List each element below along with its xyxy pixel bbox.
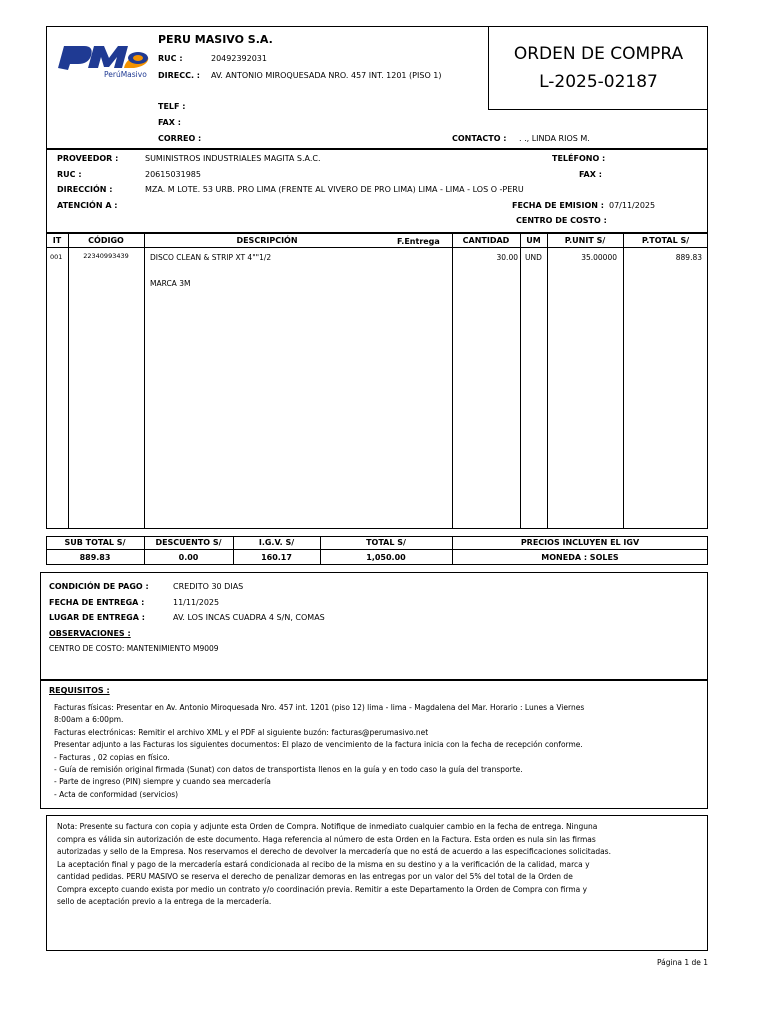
nota-line: sello de aceptación previo a la entrega de la mercadería. — [57, 897, 272, 906]
requisitos-label: REQUISITOS : — [49, 686, 110, 695]
entrega-value: 11/11/2025 — [173, 598, 220, 607]
company-direcc-label: DIRECC. : — [158, 71, 201, 80]
order-box-bottom — [488, 109, 708, 110]
requisito-line: - Facturas , 02 copias en físico. — [54, 752, 170, 762]
row-cantidad: 30.00 — [496, 253, 518, 262]
observaciones-label: OBSERVACIONES : — [49, 629, 131, 638]
order-number: L-2025-02187 — [539, 72, 658, 92]
col-divider-um — [547, 233, 548, 529]
company-telf-label: TELF : — [158, 102, 186, 111]
supplier-fax-label: FAX : — [579, 170, 602, 179]
header-fentrega: F.Entrega — [397, 237, 440, 246]
subtotal-value: 889.83 — [79, 553, 111, 562]
company-direcc: AV. ANTONIO MIROQUESADA NRO. 457 INT. 1201 (PISO 1) — [211, 71, 442, 80]
supplier-ruc: 20615031985 — [145, 170, 201, 179]
nota-line: cantidad pedidas. PERU MASIVO se reserva el derecho de penalizar demoras en las entregas por un valor del 5% del total de la Orden de — [57, 872, 573, 881]
nota-text — [57, 821, 702, 909]
header-punit: P.UNIT S/ — [564, 236, 606, 245]
total-value: 1,050.00 — [366, 553, 406, 562]
requisito-line: - Acta de conformidad (servicios) — [54, 789, 179, 799]
supplier-proveedor-label: PROVEEDOR : — [57, 154, 119, 163]
order-title: ORDEN DE COMPRA — [513, 44, 684, 64]
supplier-fecha-emision: 07/11/2025 — [609, 201, 656, 210]
nota-line: La aceptación final y pago de la mercadería estará condicionada al recibo de la misma en su destino y a la verificación de la calidad, marca y — [57, 859, 590, 869]
company-logo — [54, 38, 152, 82]
header-it: IT — [52, 236, 62, 245]
lugar-value: AV. LOS INCAS CUADRA 4 S/N, COMAS — [173, 613, 325, 622]
items-table — [46, 233, 708, 529]
requisitos-list — [54, 702, 704, 801]
nota-line: Compra excepto cuando exista por medio un contrato y/o coordinación previa. Remitir a este Departamento la Orden de Compra con firma y — [57, 884, 588, 894]
logo-subtext: PerúMasivo — [104, 70, 147, 79]
requisito-line: Facturas electrónicas: Remitir el archivo XML y el PDF al siguiente buzón: facturas@perumasivo.net — [54, 727, 429, 737]
supplier-telefono-label: TELÉFONO : — [552, 154, 606, 163]
row-descripcion: DISCO CLEAN & STRIP XT 4""1/2 — [150, 253, 272, 262]
supplier-fecha-emision-label: FECHA DE EMISION : — [512, 201, 604, 210]
company-contacto-label: CONTACTO : — [452, 134, 507, 143]
company-fax-label: FAX : — [158, 118, 181, 127]
moneda-label: MONEDA : SOLES — [541, 553, 619, 562]
supplier-direccion-label: DIRECCIÓN : — [57, 185, 113, 194]
company-ruc: 20492392031 — [211, 54, 267, 63]
pago-label: CONDICIÓN DE PAGO : — [49, 582, 149, 591]
col-divider-desc — [452, 233, 453, 529]
header-um: UM — [526, 236, 541, 245]
col-divider-cantidad — [520, 233, 521, 529]
nota-line: compra es válida sin autorización de este documento. Haga referencia al número de esta Orden en la Factura. Esta orden es nula sin las firmas — [57, 834, 596, 844]
row-ptotal: 889.83 — [675, 253, 702, 262]
supplier-direccion: MZA. M LOTE. 53 URB. PRO LIMA (FRENTE AL VIVERO DE PRO LIMA) LIMA - LIMA - LOS O -PERU — [145, 185, 524, 194]
supplier-atencion-label: ATENCIÓN A : — [57, 201, 118, 210]
row-it: 001 — [50, 253, 63, 261]
precios-igv-label: PRECIOS INCLUYEN EL IGV — [520, 538, 640, 547]
totals-mid-divider — [46, 549, 708, 550]
descuento-label: DESCUENTO S/ — [155, 538, 222, 547]
nota-line: autorizadas y sello de la Empresa. Nos reservamos el derecho de devolver la mercadería que no está de acuerdo a las especificaciones solicitadas. — [57, 847, 611, 856]
company-contacto: . ., LINDA RIOS M. — [519, 134, 590, 143]
subtotal-label: SUB TOTAL S/ — [64, 538, 126, 547]
row-codigo: 22340993439 — [83, 252, 129, 260]
igv-value: 160.17 — [261, 553, 292, 562]
company-name: PERU MASIVO S.A. — [158, 33, 273, 46]
row-descripcion-extra: MARCA 3M — [150, 279, 191, 288]
observaciones-value: CENTRO DE COSTO: MANTENIMIENTO M9009 — [49, 644, 219, 653]
lugar-label: LUGAR DE ENTREGA : — [49, 613, 145, 622]
supplier-proveedor: SUMINISTROS INDUSTRIALES MAGITA S.A.C. — [145, 154, 321, 163]
row-punit: 35.00000 — [581, 253, 617, 262]
page-number: Página 1 de 1 — [656, 958, 708, 967]
col-divider-codigo — [144, 233, 145, 529]
company-correo-label: CORREO : — [158, 134, 202, 143]
total-label: TOTAL S/ — [366, 538, 406, 547]
row-um: UND — [525, 253, 542, 262]
igv-label: I.G.V. S/ — [258, 538, 295, 547]
nota-line: Nota: Presente su factura con copia y adjunte esta Orden de Compra. Notifique de inmediato cualquier cambio en la fecha de entrega. Ninguna — [57, 822, 598, 831]
requisito-line: Facturas físicas: Presentar en Av. Antonio Miroquesada Nro. 457 int. 1201 (piso 12) lima - lima - Magdalena del Mar. Horario : Lunes a Viernes — [54, 703, 585, 712]
requisito-line: - Guía de remisión original firmada (Sunat) con datos de transportista llenos en la guía y en todo caso la guía del transporte. — [54, 765, 523, 775]
supplier-ruc-label: RUC : — [57, 170, 82, 179]
header-codigo: CÓDIGO — [88, 236, 124, 245]
col-divider-it — [68, 233, 69, 529]
header-ptotal: P.TOTAL S/ — [641, 236, 690, 245]
requisito-line: - Parte de ingreso (PIN) siempre y cuando sea mercadería — [54, 777, 271, 787]
order-box-divider — [488, 26, 489, 110]
col-divider-punit — [623, 233, 624, 529]
items-header-divider — [46, 247, 708, 248]
supplier-centro-costo-label: CENTRO DE COSTO : — [516, 216, 607, 225]
company-ruc-label: RUC : — [158, 54, 183, 63]
pago-value: CREDITO 30 DIAS — [173, 582, 244, 591]
entrega-label: FECHA DE ENTREGA : — [49, 598, 145, 607]
requisito-line: Presentar adjunto a las Facturas los siguientes documentos: El plazo de vencimiento de la factura inicia con la fecha de recepción conforme. — [54, 740, 583, 750]
requisito-line: 8:00am a 6:00pm. — [54, 715, 124, 725]
header-descripcion: DESCRIPCIÓN — [236, 236, 298, 245]
header-cantidad: CANTIDAD — [462, 236, 510, 245]
descuento-value: 0.00 — [178, 553, 199, 562]
